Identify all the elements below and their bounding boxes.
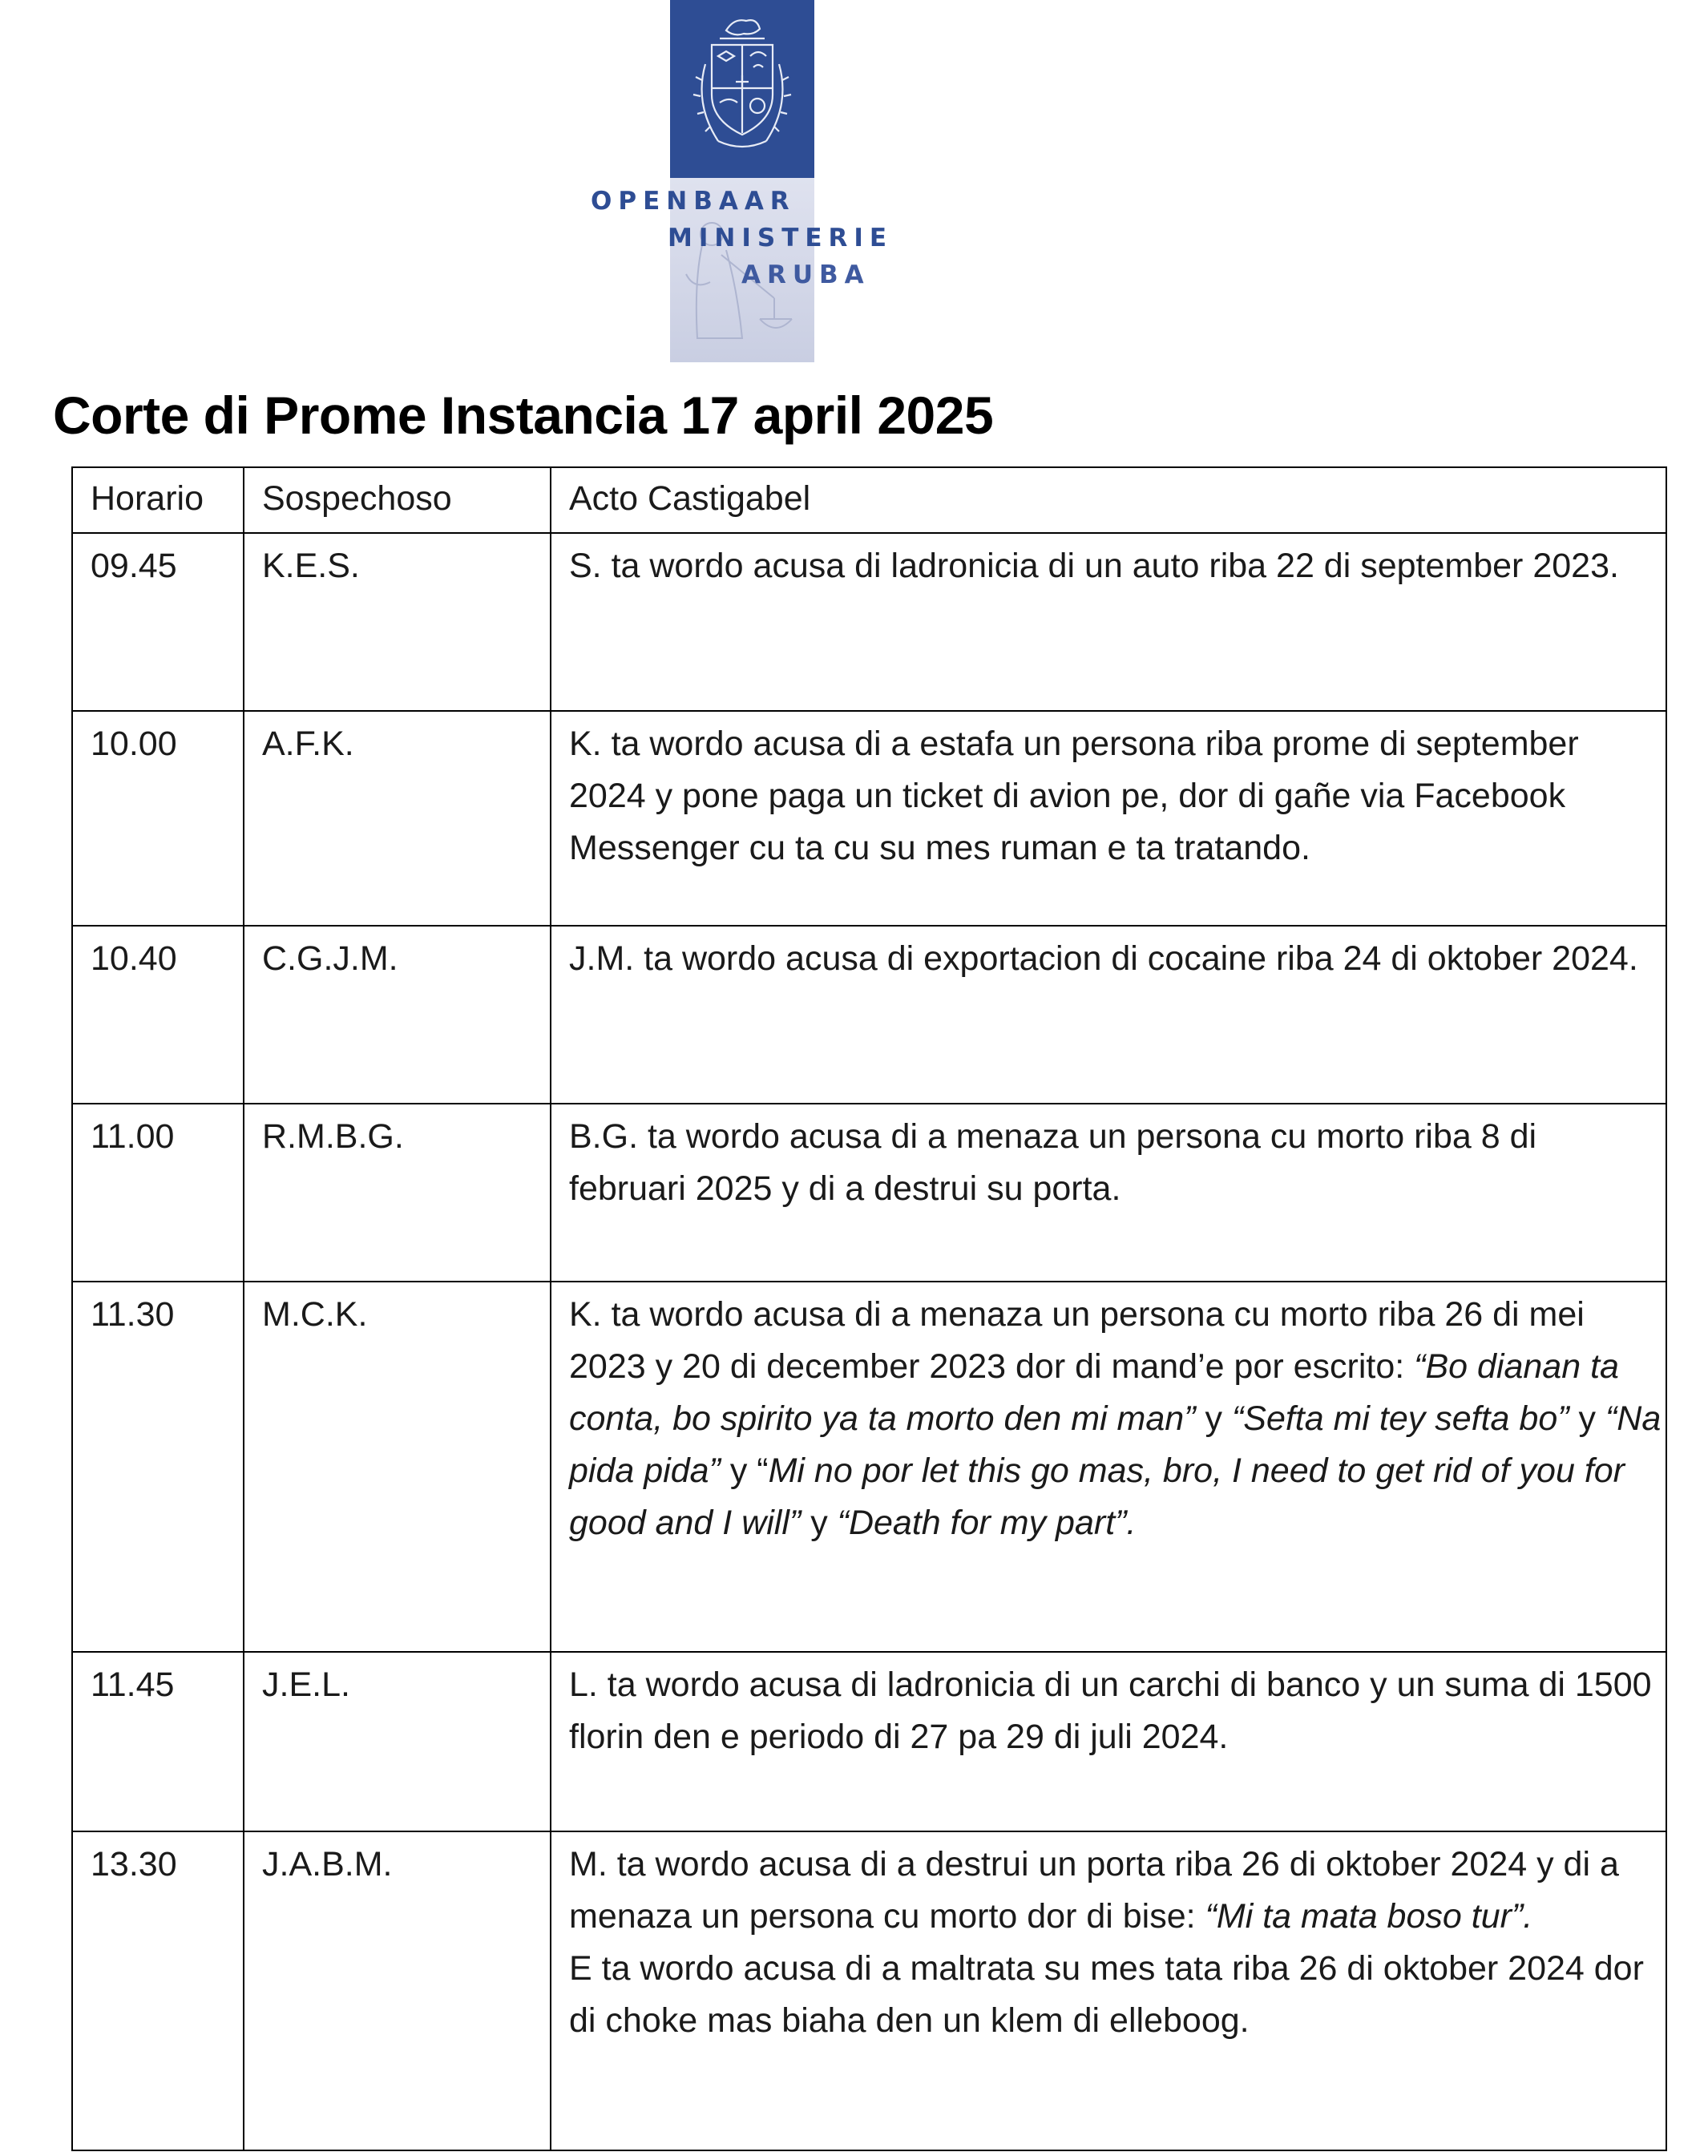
table-row [72, 1104, 1666, 1282]
time-cell: 11.45 [72, 1652, 244, 1831]
offense-cell: K. ta wordo acusa di a estafa un persona riba prome di september 2024 y pone paga un ticket di avion pe, dor di gañe via Facebook Messenger cu ta cu su mes ruman e ta tratando. [551, 711, 1666, 926]
logo-line-openbaar: OPENBAAR [591, 187, 796, 216]
header-time: Horario [72, 467, 244, 533]
logo-line-aruba: ARUBA [741, 260, 870, 289]
offense-cell: J.M. ta wordo acusa di exportacion di cocaine riba 24 di oktober 2024. [551, 926, 1666, 1104]
suspect-cell: M.C.K. [244, 1282, 551, 1652]
offense-cell [551, 1831, 1666, 2150]
offense-text: K. ta wordo acusa di a menaza un persona cu morto riba 26 di mei 2023 y 20 di december 2023 dor di mand’e por escrito: [569, 1295, 1585, 1386]
time-cell: 09.45 [72, 533, 244, 711]
offense-paragraph [569, 1839, 1662, 1943]
offense-text: M. ta wordo acusa di a destrui un porta riba 26 di oktober 2024 y di a menaza un persona cu morto dor di bise: [569, 1845, 1619, 1936]
time-cell: 10.00 [72, 711, 244, 926]
table-row [72, 1652, 1666, 1831]
time-cell: 10.40 [72, 926, 244, 1104]
table-row [72, 1282, 1666, 1652]
page-title: Corte di Prome Instancia 17 april 2025 [53, 386, 994, 445]
openbaar-ministerie-logo [670, 0, 814, 362]
suspect-cell: R.M.B.G. [244, 1104, 551, 1282]
table-row [72, 711, 1666, 926]
conjunction: y [810, 1504, 828, 1542]
table-header-row [72, 467, 1666, 533]
logo-line-ministerie: MINISTERIE [668, 224, 894, 252]
offense-cell: S. ta wordo acusa di ladronicia di un auto riba 22 di september 2023. [551, 533, 1666, 711]
quote-1: “Bo dianan ta conta, bo spirito ya ta morto den mi man” [569, 1347, 1619, 1438]
table-row [72, 1831, 1666, 2150]
suspect-cell: C.G.J.M. [244, 926, 551, 1104]
header-offense: Acto Castigabel [551, 467, 1666, 533]
suspect-cell: J.A.B.M. [244, 1831, 551, 2150]
quote-3: “Na pida pida” [569, 1399, 1662, 1490]
court-schedule-table [71, 466, 1667, 2151]
time-cell: 11.00 [72, 1104, 244, 1282]
table-row [72, 533, 1666, 711]
offense-text-2: E ta wordo acusa di a maltrata su mes tata riba 26 di oktober 2024 dor di choke mas biaha den un klem di elleboog. [569, 1949, 1644, 2040]
header-suspect: Sospechoso [244, 467, 551, 533]
logo-blue-panel [670, 0, 814, 178]
quote-2: “Sefta mi tey sefta bo” [1231, 1399, 1569, 1438]
suspect-cell: J.E.L. [244, 1652, 551, 1831]
time-cell: 11.30 [72, 1282, 244, 1652]
offense-cell: B.G. ta wordo acusa di a menaza un persona cu morto riba 8 di februari 2025 y di a destrui su porta. [551, 1104, 1666, 1282]
conjunction: y [1578, 1399, 1597, 1438]
logo-wordmark [591, 183, 893, 293]
offense-cell [551, 1282, 1666, 1652]
table-row [72, 926, 1666, 1104]
quote: “Mi ta mata boso tur”. [1205, 1897, 1533, 1936]
conjunction: y [729, 1451, 748, 1490]
conjunction: y [1205, 1399, 1222, 1438]
quote-5: “Death for my part”. [837, 1504, 1137, 1542]
suspect-cell: K.E.S. [244, 533, 551, 711]
quote-4-open: “ [757, 1451, 769, 1490]
quote-4: Mi no por let this go mas, bro, I need to get rid of you for good and I will” [569, 1451, 1625, 1542]
suspect-cell: A.F.K. [244, 711, 551, 926]
time-cell: 13.30 [72, 1831, 244, 2150]
offense-cell: L. ta wordo acusa di ladronicia di un carchi di banco y un suma di 1500 florin den e periodo di 27 pa 29 di juli 2024. [551, 1652, 1666, 1831]
coat-of-arms-icon [670, 0, 814, 178]
